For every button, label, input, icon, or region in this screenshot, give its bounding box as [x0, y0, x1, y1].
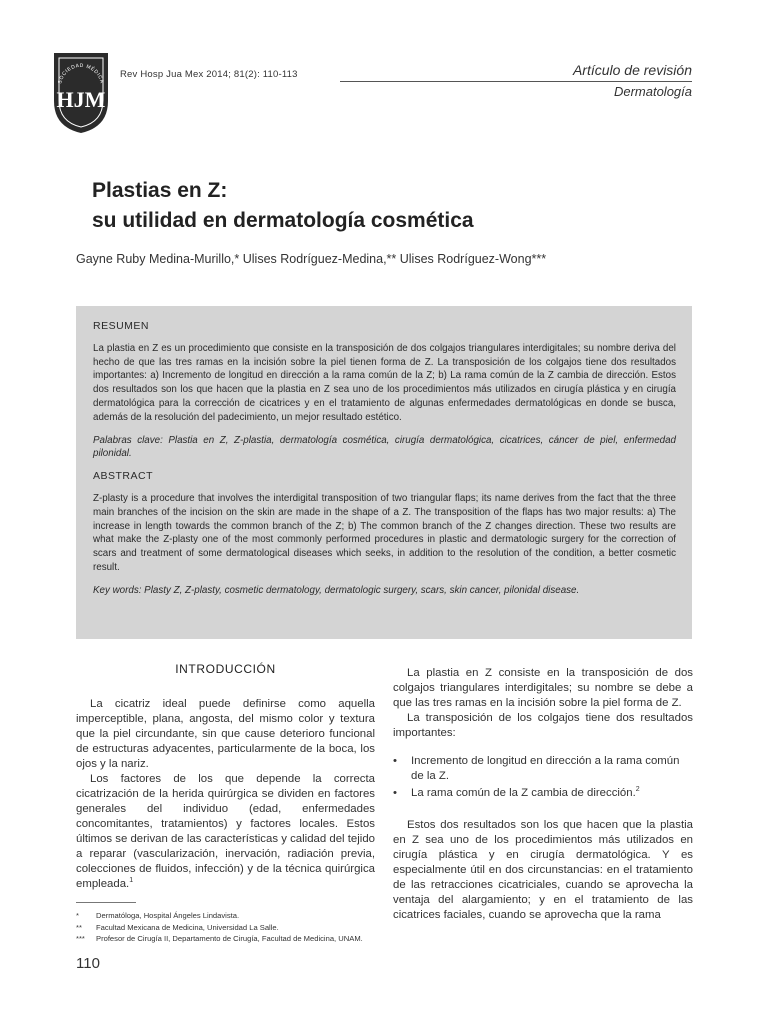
results-list	[393, 754, 693, 801]
author-list: Gayne Ruby Medina-Murillo,* Ulises Rodríguez-Medina,** Ulises Rodríguez-Wong***	[76, 252, 547, 266]
logo-ring-text: SOCIEDAD MÉDICA	[57, 62, 105, 85]
resumen-heading: RESUMEN	[93, 320, 150, 332]
key-words: Key words: Plasty Z, Z-plasty, cosmetic dermatology, dermatologic surgery, scars, skin cancer, pilonidal disease.	[93, 584, 580, 596]
resumen-text: La plastia en Z es un procedimiento que consiste en la transposición de dos colgajos triangulares interdigitales; su nombre deriva del hecho de que las tres ramas en la incisión sobre la piel tienen forma de Z. La transposición de los colgajos tiene dos resultados importantes: a) Incremento de longitud en dirección a la rama común de la Z; b) La rama común de la Z cambia de dirección. Estos dos resultados son los que hacen que la plastia en Z sea uno de los procedimientos más utilizados en cirugía plástica y en cirugía dermatológica para la corrección de cicatrices y en el tratamiento de algunas enfermedades dermatológicas en donde se busca, además de la resolución del padecimiento, un mejor resultado estético.	[93, 342, 676, 423]
left-column	[76, 662, 375, 892]
title-line-2: su utilidad en dermatología cosmética	[92, 209, 474, 232]
abstract-text: Z-plasty is a procedure that involves the interdigital transposition of two triangular flaps; its name derives from the fact that the three main branches of the incision on the skin are made in the shape of a Z. The transposition of the flaps has two major results: a) The increase in length towards the common branch of the Z; b) The common branch of the Z changes direction. These two results are what make the Z-plasty one of the most commonly performed procedures in plastic and dermatologic surgery for the correction of scars and treatment of some dermatological diseases which seeks, in addition to the resolution of the condition, a better cosmetic result.	[93, 492, 676, 573]
body-paragraph-2: La transposición de los colgajos tiene dos resultados importantes:	[393, 712, 693, 739]
page-number: 110	[76, 955, 100, 972]
header-divider	[340, 81, 692, 82]
footnote-divider	[76, 902, 136, 903]
list-item	[393, 786, 693, 801]
body-paragraph-1: La plastia en Z consiste en la transposición de dos colgajos triangulares interdigitales; su nombre se debe a que las tres ramas en la incisión sobre la piel forma de Z.	[393, 667, 693, 709]
footnote-mark: ***	[76, 934, 85, 943]
bullet-icon: •	[393, 787, 397, 799]
section-heading-introduccion: INTRODUCCIÓN	[175, 662, 276, 676]
citation-ref: 1	[129, 877, 134, 885]
footnote-mark: *	[76, 911, 79, 920]
logo-letters: HJM	[56, 87, 106, 112]
footnote-text: Facultad Mexicana de Medicina, Universidad La Salle.	[96, 922, 279, 932]
list-item-text: Incremento de longitud en dirección a la rama común de la Z.	[411, 755, 680, 782]
footnote	[76, 910, 363, 922]
right-column	[393, 666, 693, 923]
footnote	[76, 933, 363, 945]
list-item-text: La rama común de la Z cambia de dirección.	[411, 787, 636, 799]
title-line-1: Plastias en Z:	[92, 179, 228, 202]
footnote-mark: **	[76, 922, 82, 932]
abstract-box	[76, 306, 692, 639]
bullet-icon: •	[393, 755, 397, 767]
citation-ref: 2	[635, 786, 640, 794]
intro-paragraph-2	[76, 772, 375, 892]
intro-paragraph-1: La cicatriz ideal puede definirse como aquella imperceptible, plana, angosta, del mismo color y textura que la piel circundante, sin que cause deterioro funcional de estructuras adyacentes, particularmente de la boca, los ojos y la nariz.	[76, 698, 375, 770]
body-paragraph-3: Estos dos resultados son los que hacen que la plastia en Z sea uno de los procedimientos más utilizados en cirugía plástica y en cirugía dermatológica. Y es especialmente útil en dos circunstancias: en el tratamiento de las retracciones cicatriciales, cuando se aprovecha la ventaja del alargamiento; y en el tratamiento de las cicatrices faciales, cuando se aprovecha que la rama	[393, 819, 693, 921]
article-type: Artículo de revisión	[572, 62, 692, 78]
intro-paragraph-2-text: Los factores de los que depende la correcta cicatrización de la herida quirúrgica se dividen en factores generales del individuo (edad, enfermedades concomitantes, tratamientos) y factores locales. Estos últimos se derivan de las características y calidad del tejido a reparar (vascularización, inervación, radiación previa, colecciones de fluidos, infección) y de la técnica quirúrgica empleada.	[76, 773, 375, 890]
journal-logo	[52, 47, 110, 135]
footnote-text: Dermatóloga, Hospital Ángeles Lindavista.	[96, 911, 240, 920]
article-title	[92, 176, 474, 236]
article-section: Dermatología	[613, 84, 692, 99]
footnote	[76, 922, 363, 934]
list-item	[393, 754, 693, 784]
abstract-heading: ABSTRACT	[93, 470, 154, 483]
journal-citation: Rev Hosp Jua Mex 2014; 81(2): 110-113	[120, 69, 298, 80]
palabras-clave: Palabras clave: Plastia en Z, Z-plastia, dermatología cosmética, cirugía dermatológica, cicatrices, cáncer de piel, enfermedad pilonidal.	[93, 434, 676, 460]
footnotes	[76, 910, 363, 945]
footnote-text: Profesor de Cirugía II, Departamento de Cirugía, Facultad de Medicina, UNAM.	[96, 934, 363, 943]
